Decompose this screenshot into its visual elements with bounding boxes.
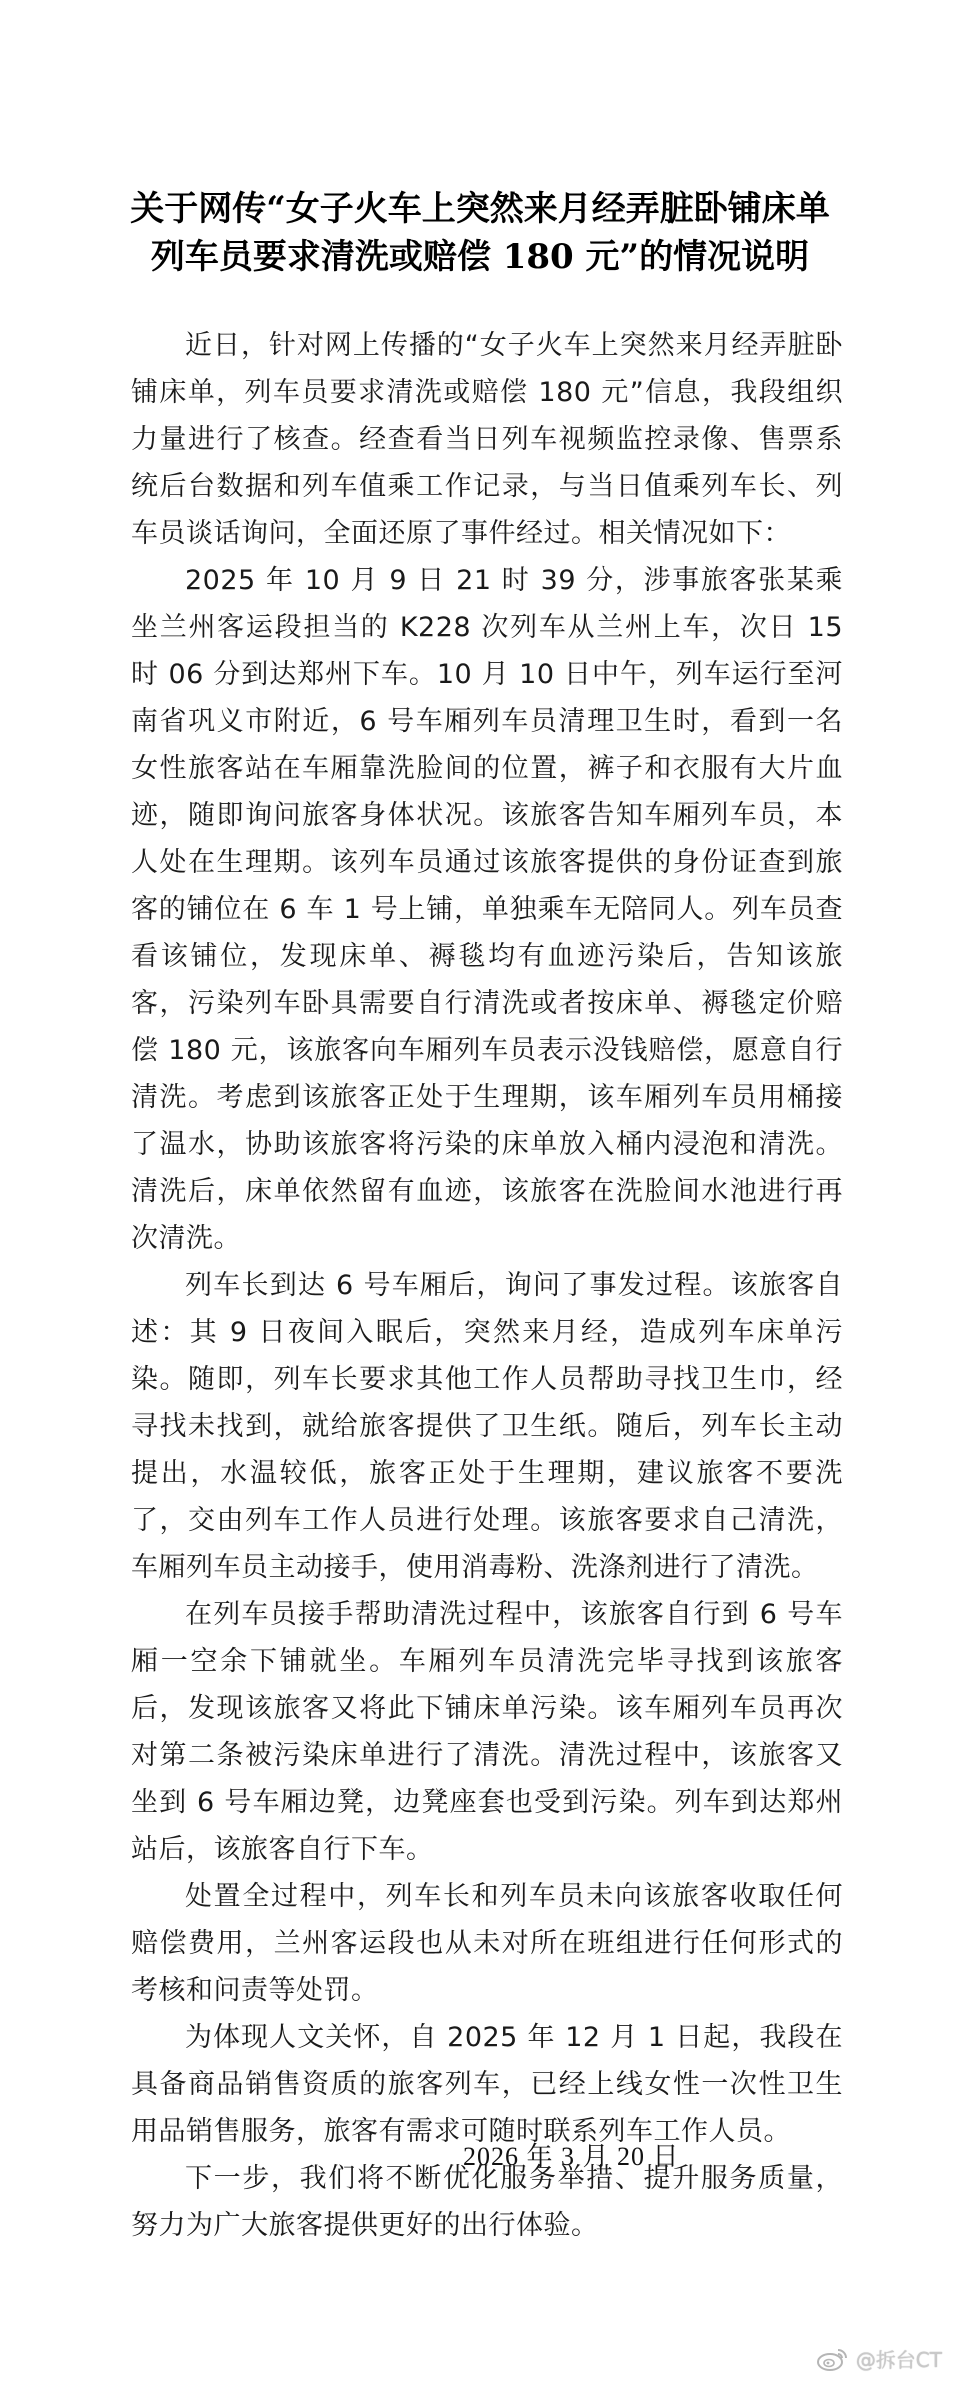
paragraph-next-step: 下一步，我们将不断优化服务举措、提升服务质量，努力为广大旅客提供更好的出行体验。 — [131, 2163, 843, 2241]
paragraph-second-bed: 在列车员接手帮助清洗过程中，该旅客自行到 6 号车厢一空余下铺就坐。车厢列车员清洗完毕寻找到该旅客后，发现该旅客又将此下铺床单污染。该车厢列车员再次对第二条被污染床单进行了清洗。清洗过程中，该旅客又坐到 6 号车厢边凳，边凳座套也受到污染。列车到达郑州站后，该旅客自行下车。 — [131, 1599, 843, 1865]
paragraph-conductor: 列车长到达 6 号车厢后，询问了事发过程。该旅客自述：其 9 日夜间入眠后，突然来月经，造成列车床单污染。随即，列车长要求其他工作人员帮助寻找卫生巾，经寻找未找到，就给旅客提供了卫生纸。随后，列车长主动提出，水温较低，旅客正处于生理期，建议旅客不要洗了，交由列车工作人员进行处理。该旅客要求自己清洗，车厢列车员主动接手，使用消毒粉、洗涤剂进行了清洗。 — [131, 1270, 843, 1583]
document-body — [131, 322, 843, 2249]
title-line-2: 列车员要求清洗或赔偿 180 元”的情况说明 — [150, 236, 810, 277]
watermark-handle: @拆台CT — [855, 2348, 942, 2372]
title-line-1: 关于网传“女子火车上突然来月经弄脏卧铺床单 — [130, 188, 830, 229]
document-date: 2026 年 3 月 20 日 — [463, 2142, 680, 2171]
paragraph-new-service: 为体现人文关怀，自 2025 年 12 月 1 日起，我段在具备商品销售资质的旅客列车，已经上线女性一次性卫生用品销售服务，旅客有需求可随时联系列车工作人员。 — [131, 2022, 843, 2147]
document-title — [100, 185, 860, 281]
paragraph-intro: 近日，针对网上传播的“女子火车上突然来月经弄脏卧铺床单，列车员要求清洗或赔偿 180 元”信息，我段组织力量进行了核查。经查看当日列车视频监控录像、售票系统后台数据和列车值乘工作记录，与当日值乘列车长、列车员谈话询问，全面还原了事件经过。相关情况如下： — [131, 330, 843, 549]
watermark — [816, 2344, 942, 2373]
paragraph-timeline: 2025 年 10 月 9 日 21 时 39 分，涉事旅客张某乘坐兰州客运段担当的 K228 次列车从兰州上车，次日 15 时 06 分到达郑州下车。10 月 10 日中午，列车运行至河南省巩义市附近，6 号车厢列车员清理卫生时，看到一名女性旅客站在车厢靠洗脸间的位置，裤子和衣服有大片血迹，随即询问旅客身体状况。该旅客告知车厢列车员，本人处在生理期。该列车员通过该旅客提供的身份证查到旅客的铺位在 6 车 1 号上铺，单独乘车无陪同人。列车员查看该铺位，发现床单、褥毯均有血迹污染后，告知该旅客，污染列车卧具需要自行清洗或者按床单、褥毯定价赔偿 180 元，该旅客向车厢列车员表示没钱赔偿，愿意自行清洗。考虑到该旅客正处于生理期，该车厢列车员用桶接了温水，协助该旅客将污染的床单放入桶内浸泡和清洗。清洗后，床单依然留有血迹，该旅客在洗脸间水池进行再次清洗。 — [131, 565, 843, 1254]
weibo-icon — [816, 2346, 850, 2372]
paragraph-no-charge: 处置全过程中，列车长和列车员未向该旅客收取任何赔偿费用，兰州客运段也从未对所在班组进行任何形式的考核和问责等处罚。 — [131, 1881, 843, 2006]
